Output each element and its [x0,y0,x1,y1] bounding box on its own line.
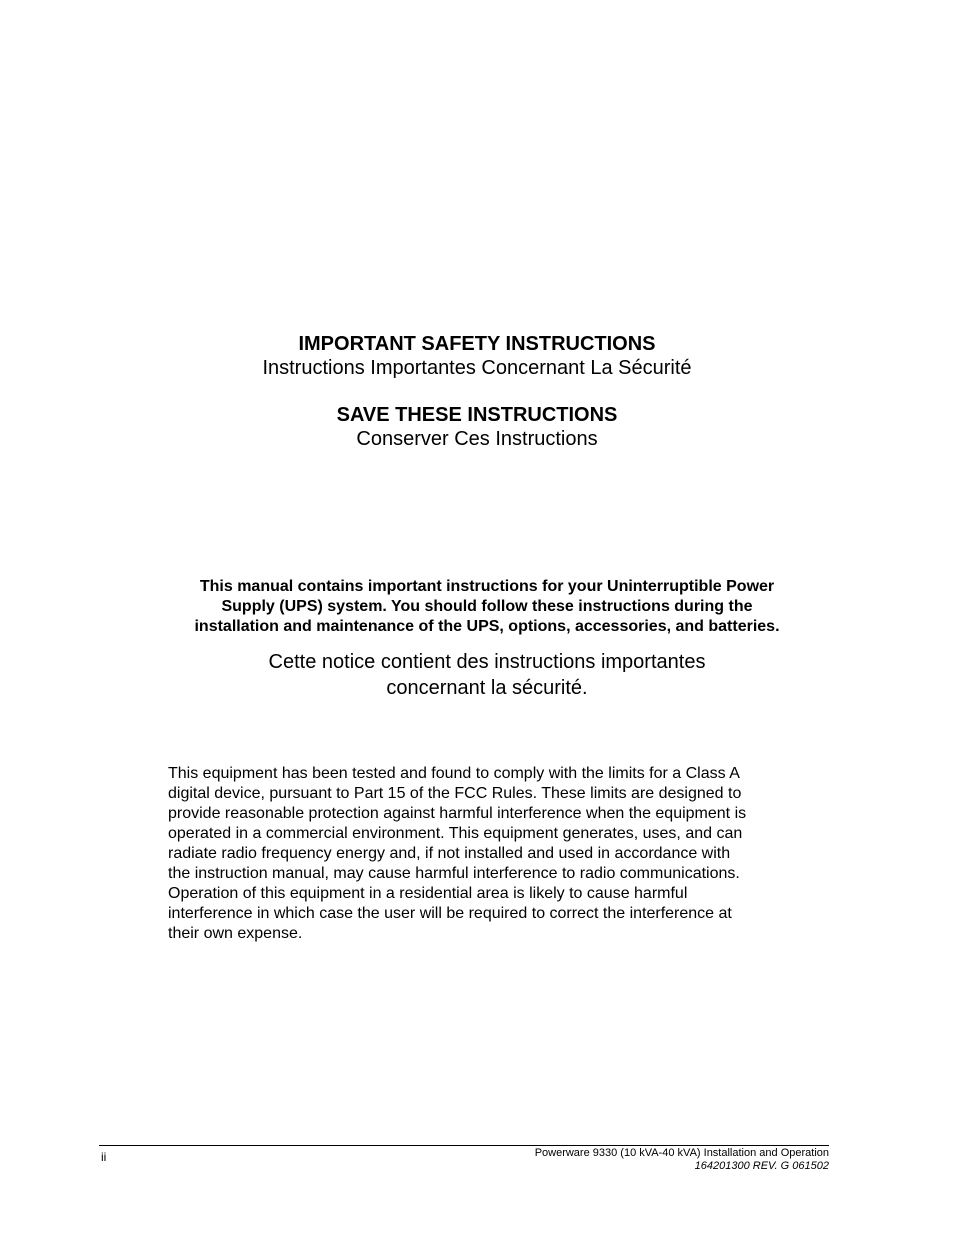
save-title: SAVE THESE INSTRUCTIONS [336,404,618,426]
fcc-line: the instruction manual, may cause harmful interference to radio communications. [168,865,740,882]
safety-title-fr: Instructions Importantes Concernant La Sécurité [262,357,692,379]
save-heading-block [0,403,954,451]
footer-document-info [535,1147,829,1173]
fcc-statement [168,764,808,944]
notice-fr-line: concernant la sécurité. [386,677,588,699]
fcc-line: radiate radio frequency energy and, if not installed and used in accordance with [168,845,731,862]
footer-document-title: Powerware 9330 (10 kVA-40 kVA) Installation and Operation [534,1147,829,1159]
notice-line: Supply (UPS) system. You should follow these instructions during the [221,598,753,615]
notice-line: This manual contains important instructions for your Uninterruptible Power [199,578,775,595]
footer-divider [99,1145,829,1146]
notice-paragraph [150,577,824,637]
notice-fr-line: Cette notice contient des instructions importantes [268,651,706,673]
save-title-fr: Conserver Ces Instructions [356,428,598,450]
fcc-line: their own expense. [168,925,303,942]
fcc-line: This equipment has been tested and found to comply with the limits for a Class A [168,765,740,782]
notice-line: installation and maintenance of the UPS, options, accessories, and batteries. [194,618,780,635]
fcc-line: operated in a commercial environment. This equipment generates, uses, and can [168,825,743,842]
notice-paragraph-fr [150,649,824,701]
fcc-line: Operation of this equipment in a residential area is likely to cause harmful [168,885,688,902]
fcc-line: digital device, pursuant to Part 15 of the FCC Rules. These limits are designed to [168,785,742,802]
fcc-line: interference in which case the user will be required to correct the interference at [168,905,732,922]
fcc-line: provide reasonable protection against harmful interference when the equipment is [168,805,747,822]
footer-revision: 164201300 REV. G 061502 [694,1160,829,1172]
safety-heading-block [0,332,954,380]
safety-title: IMPORTANT SAFETY INSTRUCTIONS [298,333,656,355]
page-number: ii [101,1150,107,1164]
